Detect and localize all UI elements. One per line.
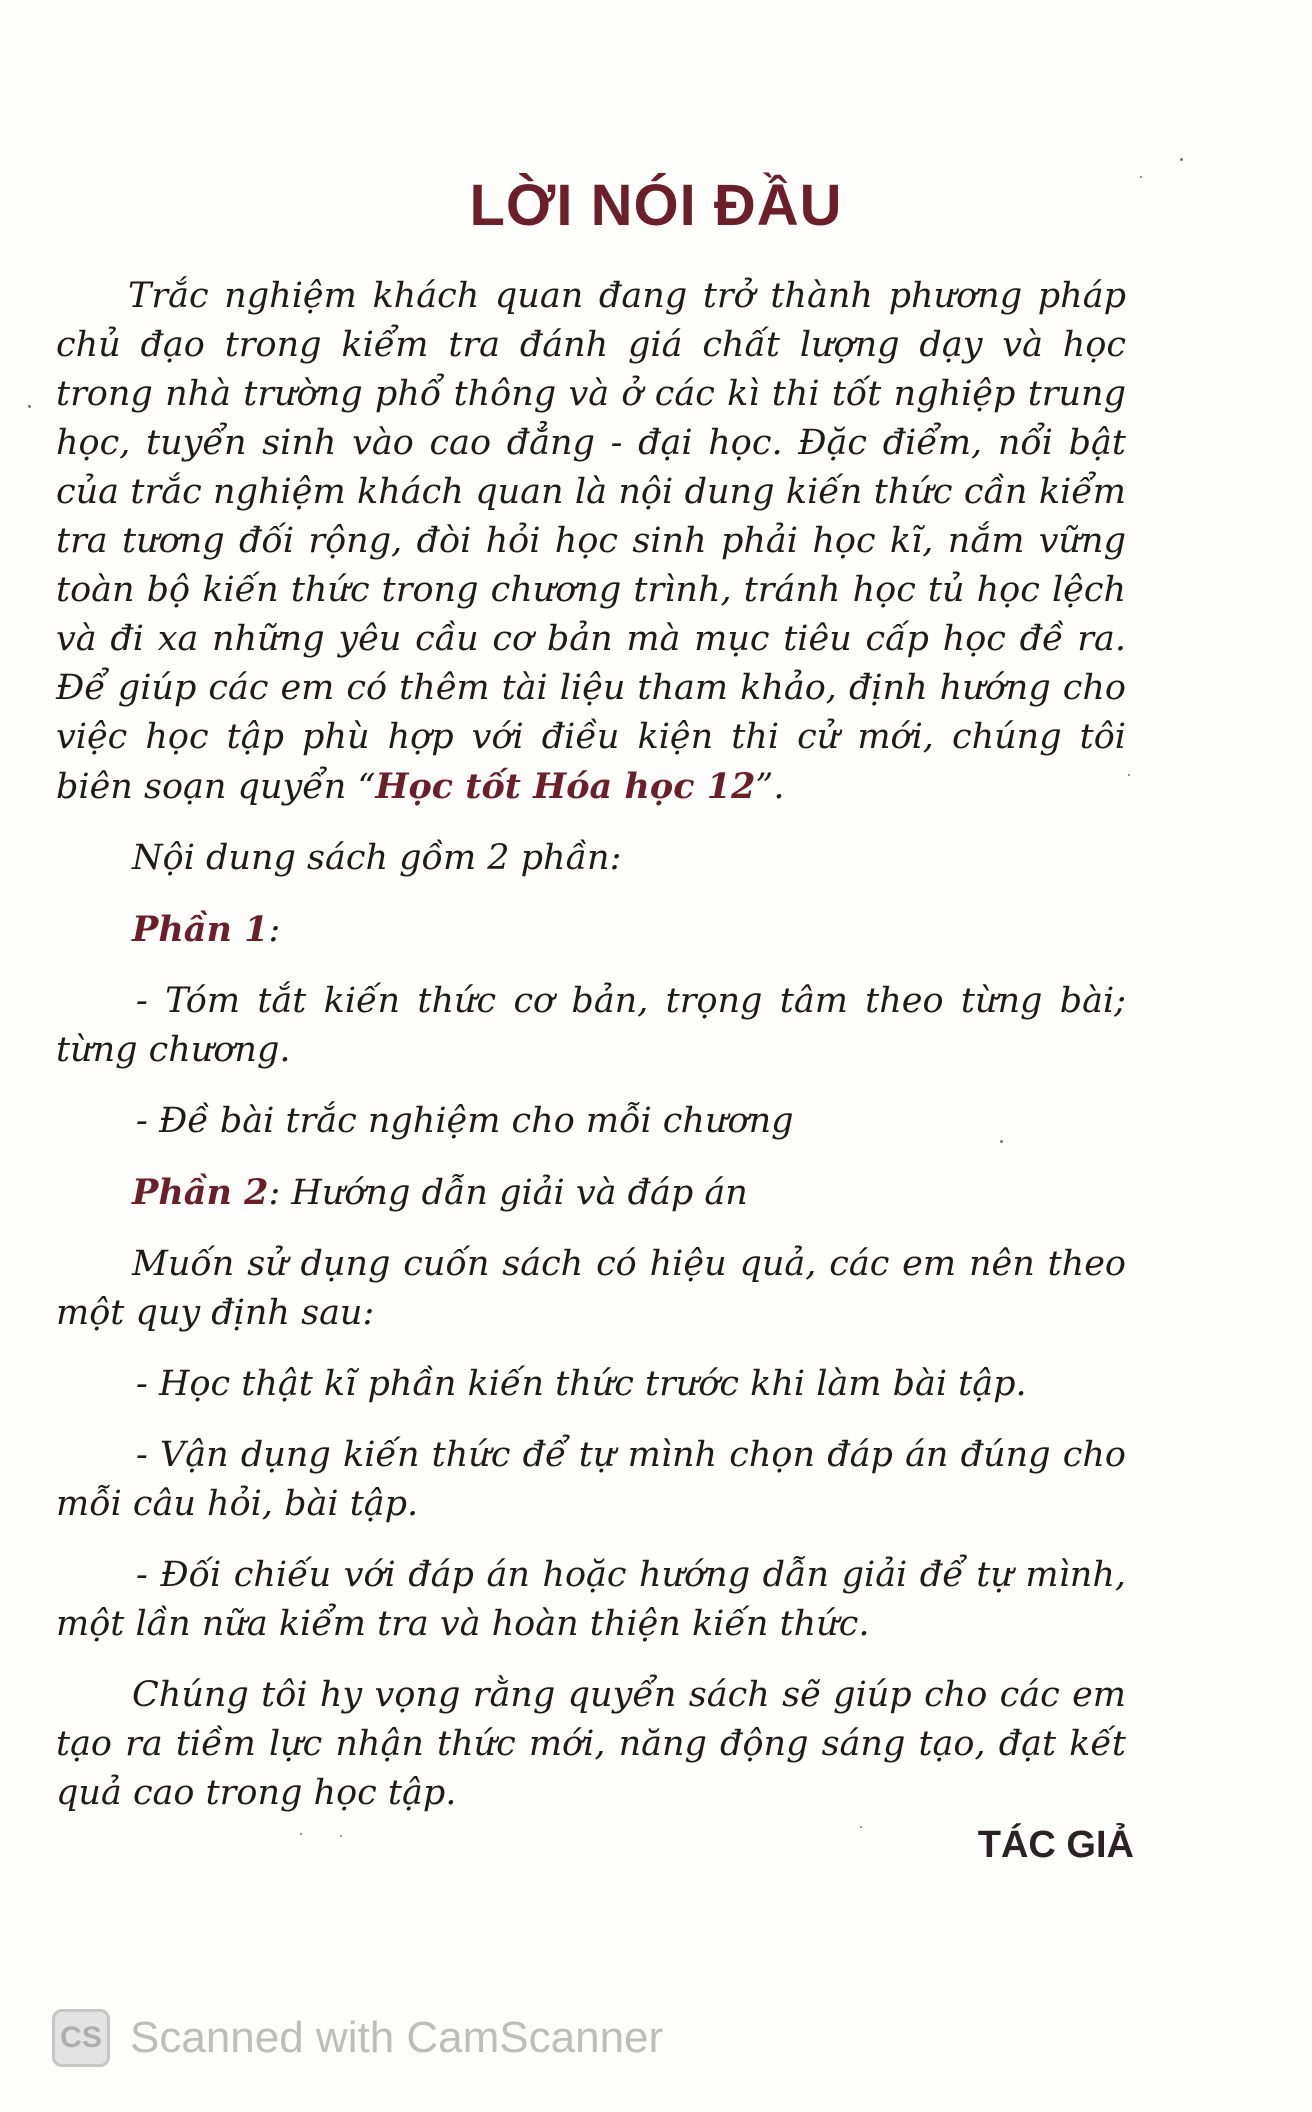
camscanner-logo-icon: CS [52, 2009, 110, 2067]
intro-open-quote: “ [357, 767, 376, 807]
scan-speck [28, 405, 31, 408]
scan-speck [1000, 1140, 1003, 1143]
scan-speck [1140, 176, 1142, 178]
part2-label: Phần 2 [132, 1172, 269, 1213]
part1-colon: : [268, 910, 281, 950]
scan-speck [300, 1833, 302, 1835]
intro-text: Trắc nghiệm khách quan đang trở thành phương pháp chủ đạo trong kiểm tra đánh giá chất lượng dạy và học trong nhà trường phổ thông và ở các kì thi tốt nghiệp trung học, tuyển sinh vào cao đẳng - đại học. Đặc điểm, nổi bật của trắc nghiệm khách quan là nội dung kiến thức cần kiểm tra tương đối rộng, đòi hỏi học sinh phải học kĩ, nắm vững toàn bộ kiến thức trong chương trình, tránh học tủ học lệch và đi xa những yêu cầu cơ bản mà mục tiêu cấp học đề ra. Để giúp các em có thêm tài liệu tham khảo, định hướng cho việc học tập phù hợp với điều kiện thi cử mới, chúng tôi biên soạn quyển [56, 276, 1126, 807]
usage-item-1: - Học thật kĩ phần kiến thức trước khi làm bài tập. [136, 1364, 1027, 1404]
part1-item-1: - Tóm tắt kiến thức cơ bản, trọng tâm theo từng bài; từng chương. [56, 981, 1126, 1070]
usage-item-3: - Đối chiếu với đáp án hoặc hướng dẫn giải để tự mình, một lần nữa kiểm tra và hoàn thiện kiến thức. [56, 1555, 1126, 1644]
preface-body [56, 272, 1126, 1818]
scan-speck [340, 1835, 342, 1837]
camscanner-watermark [52, 2009, 663, 2067]
part1-heading [56, 905, 1126, 955]
part1-item-2: - Đề bài trắc nghiệm cho mỗi chương [136, 1101, 794, 1141]
scan-speck [1128, 774, 1130, 776]
page-title: LỜI NÓI ĐẦU [469, 173, 843, 238]
part2-heading [56, 1168, 1126, 1218]
camscanner-text: Scanned with CamScanner [130, 2013, 664, 2062]
intro-paragraph [56, 272, 1126, 812]
scan-speck [860, 1826, 862, 1828]
intro-end: ”. [755, 767, 785, 807]
usage-item-2: - Vận dụng kiến thức để tự mình chọn đáp án đúng cho mỗi câu hỏi, bài tập. [56, 1435, 1126, 1524]
content-heading: Nội dung sách gồm 2 phần: [132, 838, 622, 878]
author-signature: TÁC GIẢ [977, 1824, 1134, 1866]
usage-intro: Muốn sử dụng cuốn sách có hiệu quả, các em nên theo một quy định sau: [56, 1244, 1126, 1333]
closing-paragraph: Chúng tôi hy vọng rằng quyển sách sẽ giúp cho các em tạo ra tiềm lực nhận thức mới, năng động sáng tạo, đạt kết quả cao trong học tập. [56, 1675, 1126, 1813]
book-title: Học tốt Hóa học 12 [375, 766, 756, 807]
part1-label: Phần 1 [132, 909, 269, 950]
part2-text: : Hướng dẫn giải và đáp án [268, 1173, 748, 1213]
scan-speck [1180, 158, 1183, 161]
